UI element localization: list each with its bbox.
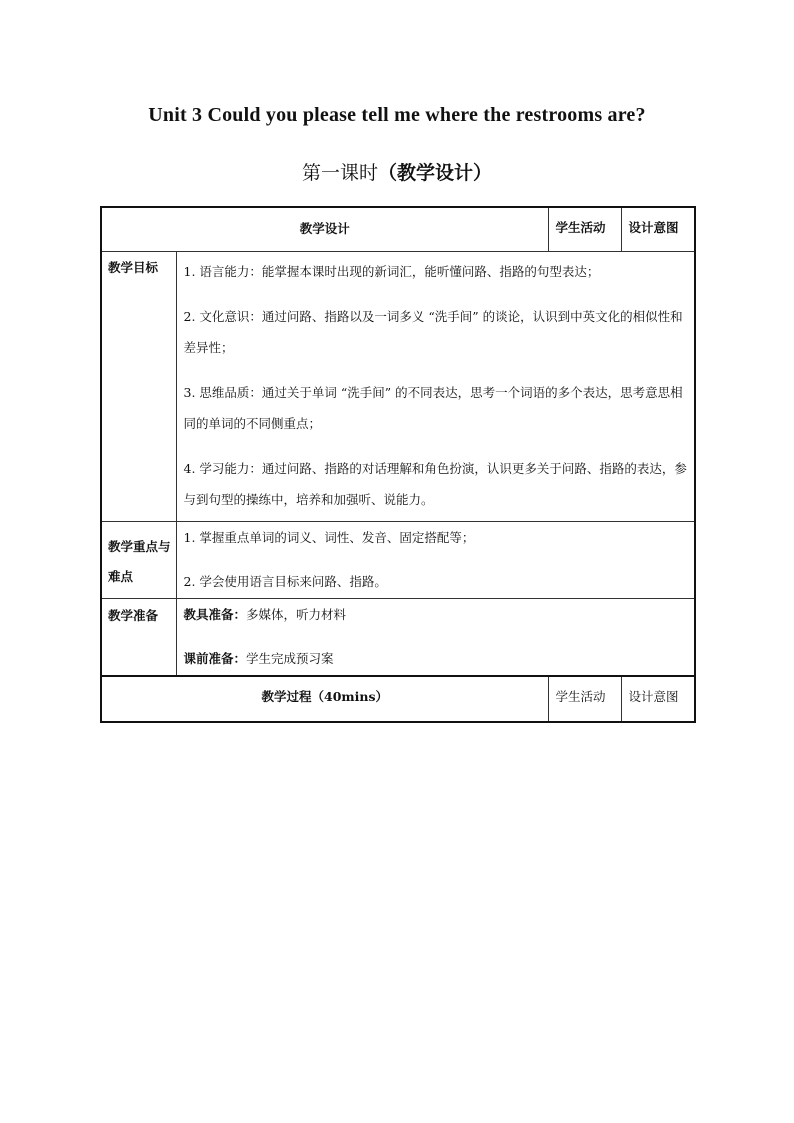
key-points-content: [176, 521, 695, 598]
preparation-row: [101, 598, 695, 676]
table-header-row: [101, 207, 695, 251]
key-points-row: [101, 521, 695, 598]
key-points-label: 教学重点与难点: [101, 521, 176, 598]
header-design-intent: 设计意图: [621, 207, 695, 251]
header-teaching-design: 教学设计: [101, 207, 548, 251]
preparation-item-text: 多媒体，听力材料: [246, 606, 347, 622]
key-point-item: 1. 掌握重点单词的词义、词性、发音、固定搭配等；: [183, 529, 475, 545]
preparation-item: [184, 649, 689, 669]
key-point-item: 2. 学会使用语言目标来问路、指路。: [183, 573, 387, 589]
objective-item: 4. 学习能力：通过问路、指路的对话理解和角色扮演，认识更多关于问路、指路的表达，参与到句型的操练中，培养和加强听、说能力。: [183, 460, 687, 507]
objective-item: 2. 文化意识：通过问路、指路以及一词多义 “洗手间” 的谈论，认识到中英文化的相似性和差异性；: [183, 308, 683, 355]
lesson-plan-table: [100, 206, 696, 723]
objective-item: 3. 思维品质：通过关于单词 “洗手间” 的不同表达，思考一个词语的多个表达，思考意思相同的单词的不同侧重点；: [183, 384, 683, 431]
subtitle-bold: （教学设计）: [378, 162, 493, 184]
objectives-content: [176, 251, 695, 521]
preparation-item-text: 学生完成预习案: [246, 650, 334, 666]
objective-item: 1. 语言能力：能掌握本课时出现的新词汇，能听懂问路、指路的句型表达；: [183, 263, 600, 279]
subtitle-plain: 第一课时: [301, 162, 378, 184]
document-subtitle: [0, 158, 794, 185]
document-title: Unit 3 Could you please tell me where the restrooms are?: [148, 104, 646, 126]
preparation-item-label: 课前准备：: [183, 650, 247, 666]
objectives-label: 教学目标: [101, 251, 176, 521]
process-title: 教学过程（40mins）: [101, 676, 548, 722]
header-student-activity: 学生活动: [548, 207, 621, 251]
preparation-item-label: 教具准备：: [183, 606, 247, 622]
preparation-content: [176, 598, 695, 676]
process-student-activity: 学生活动: [548, 676, 621, 722]
objectives-row: [101, 251, 695, 521]
process-header-row: [101, 676, 695, 722]
preparation-label: 教学准备: [101, 598, 176, 676]
preparation-item: [184, 605, 689, 625]
process-design-intent: 设计意图: [621, 676, 695, 722]
